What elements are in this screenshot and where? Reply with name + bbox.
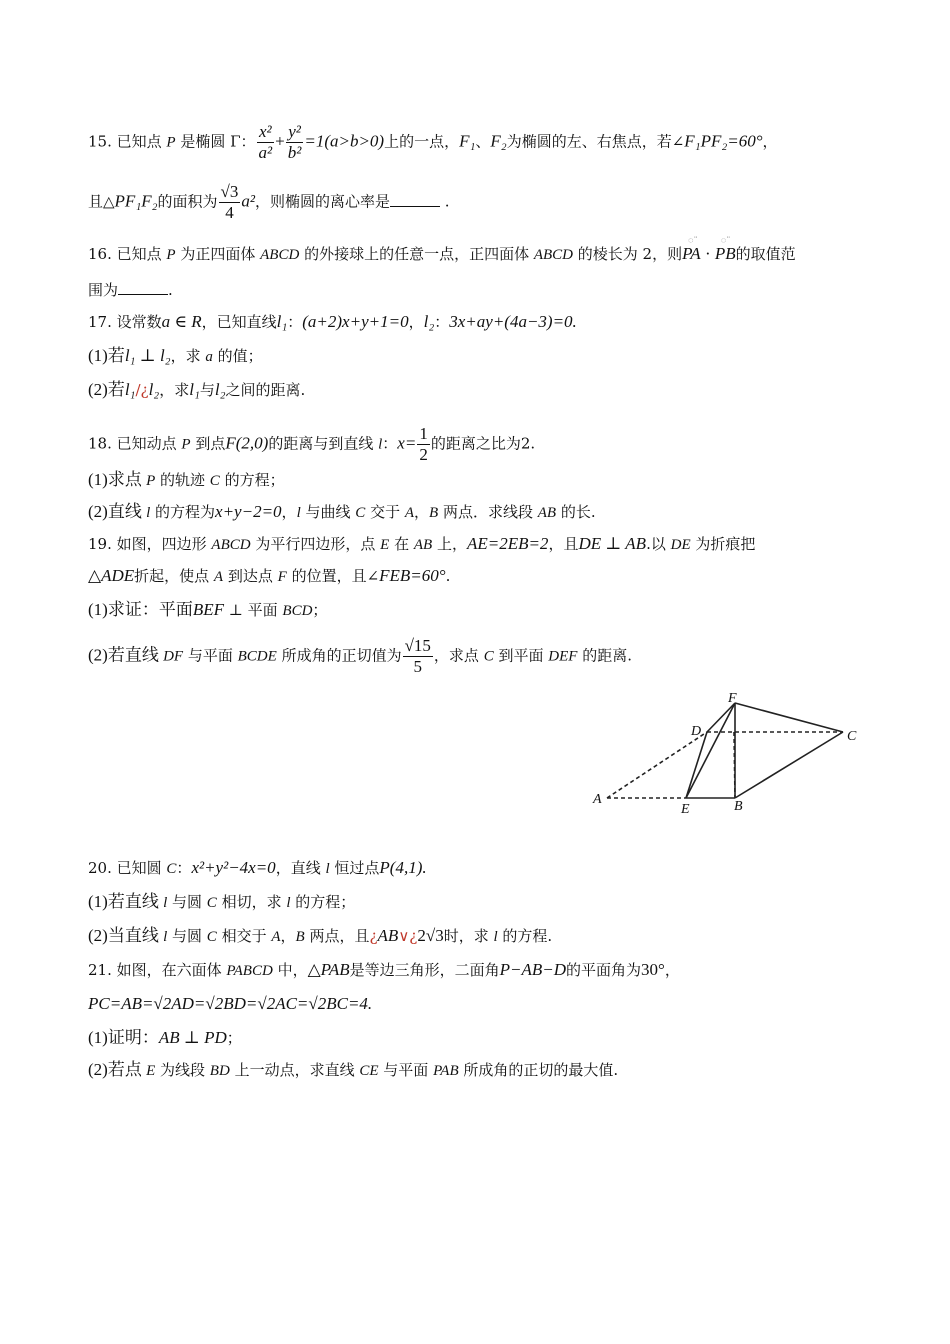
q15-line2 [88, 182, 450, 223]
text-segment: 30° [641, 960, 665, 979]
text-segment: (1)求证：平面 [88, 600, 193, 619]
text-segment: B [295, 929, 305, 945]
triangle: PF₁F₂ [114, 191, 158, 211]
text: 为椭圆的左、右焦点，若∠ [506, 132, 685, 151]
point-p: P [166, 134, 176, 151]
text-segment: C [483, 648, 494, 665]
text-segment: a ∈ R [161, 312, 202, 331]
text-segment: C [206, 929, 217, 945]
text-segment: 与曲线 [300, 503, 356, 521]
text-segment: ， [408, 313, 424, 331]
text-segment: 时，求 [443, 927, 494, 945]
text-segment: 19. 如图，四边形 [88, 535, 212, 553]
circle-equation: x²+y²−4x=0 [191, 858, 276, 877]
text-segment: y² [288, 122, 301, 141]
text-segment: ， [664, 961, 680, 979]
text-segment: 围为 [88, 281, 119, 299]
text-segment: ； [312, 601, 328, 619]
text-segment: P [146, 473, 156, 489]
text-segment: (2)若直线 [88, 645, 164, 665]
text-segment: ： [287, 313, 303, 331]
text-segment: ， [414, 503, 430, 521]
text-segment: 与平面 [378, 1061, 434, 1079]
q16-line2 [88, 280, 173, 300]
text-segment: √15 [404, 636, 431, 655]
line-l1-equation: (a+2)x+y+1=0 [302, 312, 409, 331]
text-segment: ，求 [170, 347, 206, 365]
q20-sub2 [88, 926, 552, 947]
text-segment: 21. 如图，在六面体 [88, 961, 227, 979]
text-segment: l [163, 929, 168, 945]
text-segment: 18. 已知动点 [88, 434, 182, 453]
q21-line2 [88, 994, 372, 1014]
text: ， [762, 132, 778, 151]
text-segment: P−AB−D [499, 960, 567, 979]
text-segment: 为正四面体 [175, 245, 261, 263]
text-segment: (2)当直线 [88, 926, 164, 945]
text-segment: 与平面 [183, 646, 238, 665]
label-c: C [847, 729, 857, 744]
text-segment: 的距离. [577, 646, 632, 665]
edge-bc [735, 732, 843, 798]
text-segment: C [355, 505, 366, 521]
text-segment: l₁ [276, 312, 288, 331]
fraction-y2-b2 [286, 122, 304, 163]
text-segment: AB ⊥ PD [158, 1028, 227, 1047]
text-segment: l [493, 929, 498, 945]
label-d: D [691, 724, 702, 739]
text: 且△ [88, 192, 115, 211]
text-segment: 的方程； [219, 471, 285, 489]
text-segment: ： [382, 434, 398, 453]
point-f: F(2,0) [225, 433, 269, 453]
text-segment: ： [434, 313, 450, 331]
text-segment: (1)求点 [88, 470, 147, 489]
text-segment: (1)若直线 [88, 892, 164, 911]
fraction-x2-a2 [257, 122, 275, 163]
text-segment: 恒过点 [329, 859, 380, 877]
text-segment: 之间的距离. [225, 381, 306, 399]
plus: + [275, 131, 285, 151]
text-segment: C [206, 895, 217, 911]
label-f: F [728, 691, 737, 706]
q20-sub1 [88, 892, 355, 913]
text-segment: 中， [272, 961, 308, 979]
text-segment: 与 [199, 381, 215, 399]
text-segment: ABCD [211, 537, 251, 553]
q18-sub2 [88, 502, 596, 523]
text-segment: PAB [433, 1063, 459, 1079]
text-segment: PABCD [226, 963, 273, 979]
text-segment: ，且 [548, 535, 579, 553]
text-segment: a² [258, 143, 273, 162]
focus-f2: F₂ [490, 131, 507, 151]
text-segment: 的距离与到直线 [268, 434, 379, 453]
focus-f1: F₁ [459, 131, 476, 151]
answer-blank[interactable] [390, 192, 440, 207]
text-segment: △PAB [307, 960, 350, 979]
text-segment: FEB=60° [379, 566, 446, 585]
q20-line1 [88, 858, 427, 879]
text-segment: l [163, 895, 168, 911]
text-segment: 5 [403, 656, 433, 677]
q18-sub1 [88, 470, 285, 491]
q16-line1 [88, 244, 796, 265]
text-segment: 两点．求线段 [438, 503, 538, 521]
text-segment: l₁ [124, 380, 136, 399]
text-segment: DE [670, 537, 691, 553]
text-segment: l₂ [148, 380, 160, 399]
text-segment: l [296, 505, 301, 521]
text-segment: AB [413, 537, 433, 553]
text-segment: ⊥ 平面 [223, 601, 283, 619]
text-segment: ，已知直线 [201, 313, 277, 331]
q21-sub2 [88, 1060, 618, 1081]
text-segment: E [380, 537, 390, 553]
text-segment: 17. 设常数 [88, 313, 162, 331]
text-segment: √3 [220, 182, 239, 201]
text-segment: ABCD [260, 247, 300, 263]
text-segment: AB [377, 926, 399, 945]
text-segment: BCDE [237, 648, 277, 665]
text-segment: A [271, 929, 281, 945]
q19-figure [585, 688, 870, 818]
text-segment: B [429, 505, 439, 521]
q17-sub2 [88, 380, 305, 400]
text-segment: ，直线 [275, 859, 326, 877]
q17-line1 [88, 312, 577, 332]
text: 15. 已知点 [88, 132, 167, 151]
q17-sub1 [88, 346, 263, 367]
line-l2-equation: 3x+ay+(4a−3)=0. [449, 312, 577, 331]
text-segment: 相切，求 [216, 893, 287, 911]
text: 是椭圆 Γ： [175, 132, 256, 151]
text-segment: ¿ [369, 927, 378, 945]
text-segment: 的方程. [497, 927, 553, 945]
text-segment: 的值； [212, 347, 263, 365]
vector-pb: ◌̈ PB [715, 244, 736, 264]
text-segment: 相交于 [216, 927, 272, 945]
text-segment: l [325, 861, 330, 877]
text-segment: 的位置，且∠ [286, 567, 380, 585]
text-segment: BCD [282, 603, 313, 619]
text-segment: 2 [419, 445, 428, 464]
text-segment: P(4,1). [379, 858, 427, 877]
text-segment: ： [176, 859, 192, 877]
text-segment: .以 [646, 535, 671, 553]
text-segment: (1)证明： [88, 1028, 159, 1047]
text-segment: x² [259, 122, 272, 141]
text-segment: 到达点 [223, 567, 278, 585]
text-segment: DEF [548, 648, 578, 665]
q19-line1 [88, 534, 755, 555]
text-segment: l [146, 505, 151, 521]
text-segment: 到点 [190, 434, 226, 453]
text-segment: (2)直线 [88, 502, 147, 521]
text: 的面积为 [157, 192, 218, 211]
text-segment: 的轨迹 [155, 471, 210, 489]
text-segment: 的距离之比为2. [430, 434, 536, 453]
text-segment: a [205, 349, 213, 365]
text-segment: DF [163, 648, 184, 665]
text: ，则椭圆的离心率是 [255, 192, 391, 211]
a-squared: a² [241, 191, 255, 211]
text-segment: 两点，且 [304, 927, 370, 945]
text-segment: 16. 已知点 [88, 245, 167, 263]
q19-sub1 [88, 600, 327, 621]
text-segment: 的取值范 [735, 245, 796, 263]
text-segment: l₂ [423, 312, 435, 331]
text-segment: E [146, 1063, 156, 1079]
text-segment: △ADE [88, 566, 135, 585]
text-segment: 所成角的正切值为 [276, 646, 402, 665]
text-segment: 20. 已知圆 [88, 859, 167, 877]
q19-sub2 [88, 636, 632, 677]
text-segment: C [209, 473, 220, 489]
label-a: A [593, 792, 602, 807]
length-relations: PC=AB=√2AD=√2BD=√2AC=√2BC=4. [88, 994, 373, 1013]
text: 上的一点， [384, 132, 460, 151]
text-segment: 的棱长为 2，则 [573, 245, 683, 263]
text-segment: 的平面角为 [566, 961, 642, 979]
text-segment: 上一动点，求直线 [229, 1061, 360, 1079]
text-segment: 的方程； [290, 893, 356, 911]
text: . [440, 192, 450, 211]
text-segment: . [168, 281, 173, 299]
text-segment: ； [226, 1029, 242, 1047]
text-segment: l [286, 895, 291, 911]
label-b: B [734, 799, 743, 814]
text-segment: 为线段 [155, 1061, 210, 1079]
text-segment: BD [209, 1063, 230, 1079]
text-segment: P [181, 436, 191, 453]
text-segment: ，求点 [433, 646, 484, 665]
text-segment: /¿ [135, 381, 149, 399]
edge-fc [735, 703, 843, 732]
text-segment: DE ⊥ AB [578, 534, 647, 553]
text-segment: x= [397, 433, 417, 453]
text-segment: AB [537, 505, 557, 521]
text-segment: 是等边三角形，二面角 [349, 961, 500, 979]
edge-fe [686, 703, 735, 798]
text-segment: 的长. [556, 503, 596, 521]
text: 、 [475, 132, 491, 151]
answer-blank[interactable] [118, 280, 168, 295]
text-segment: 交于 [365, 503, 405, 521]
text-segment: CE [359, 1063, 379, 1079]
text-segment: 为折痕把 [690, 535, 756, 553]
text-segment: ，求 [159, 381, 190, 399]
text-segment: 1 [419, 424, 428, 443]
text-segment: l₂ [214, 380, 226, 399]
text-segment: ∨¿ [398, 927, 418, 945]
text-segment: 2√3 [417, 926, 444, 945]
text-segment: ， [280, 927, 296, 945]
label-e: E [681, 802, 690, 817]
fraction-sqrt3-4 [219, 182, 241, 223]
text-segment: (2)若 [88, 380, 125, 399]
text-segment: 的外接球上的任意一点，正四面体 [299, 245, 534, 263]
angle-condition: F₁PF₂=60° [684, 131, 763, 151]
text-segment: C [166, 861, 177, 877]
text-segment: 在 [389, 535, 414, 553]
text-segment: ABCD [533, 247, 574, 263]
text-segment: 上， [432, 535, 467, 553]
text-segment: 到平面 [493, 646, 549, 665]
fraction-1-2 [417, 424, 430, 465]
text-segment: l₁ [189, 380, 200, 399]
text-segment: · [700, 244, 715, 263]
q18-line1 [88, 424, 535, 465]
q15-line1 [88, 122, 778, 163]
text-segment: ， [281, 503, 297, 521]
text-segment: A [213, 569, 224, 585]
vector-pa: ◌̈ PA [682, 244, 701, 264]
text-segment: P [166, 247, 176, 263]
text-segment: . [445, 567, 451, 585]
edge-fd [707, 703, 735, 732]
fraction-sqrt15-5 [403, 636, 433, 677]
text-segment: A [404, 505, 415, 521]
text-segment: x+y−2=0 [215, 502, 282, 521]
text-segment: F [277, 569, 287, 585]
text-segment: (2)若点 [88, 1060, 147, 1079]
text-segment: 的方程为 [150, 503, 216, 521]
text-segment: l [378, 436, 383, 453]
ellipse-condition: =1(a>b>0) [304, 131, 385, 151]
text-segment: b² [287, 143, 302, 162]
text-segment: BEF [192, 600, 224, 619]
q21-line1 [88, 960, 680, 981]
text-segment: AE=2EB=2 [466, 534, 549, 553]
q21-sub1 [88, 1028, 242, 1048]
text-segment: l₁ ⊥ l₂ [124, 346, 171, 365]
text-segment: 所成角的正切的最大值. [458, 1061, 619, 1079]
text-segment: (1)若 [88, 346, 125, 365]
text-segment: 4 [219, 202, 241, 223]
text-segment: 与圆 [167, 927, 207, 945]
text-segment: 与圆 [167, 893, 207, 911]
q19-line2 [88, 566, 450, 587]
text-segment: 为平行四边形，点 [250, 535, 381, 553]
text-segment: 折起，使点 [134, 567, 214, 585]
